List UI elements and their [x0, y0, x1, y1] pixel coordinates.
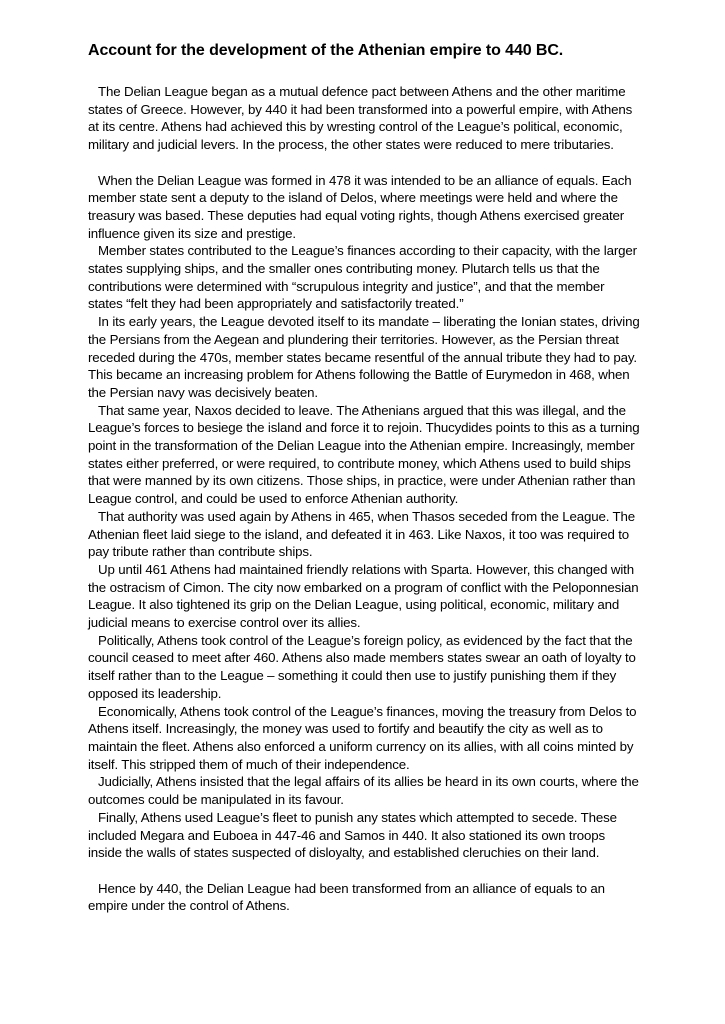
- body-paragraph: Economically, Athens took control of the League’s finances, moving the treasury from Delos to Athens itself. Increasingly, the money was used to fortify and beautify the city as well as to maintain the fleet. Athens also enforced a uniform currency on its allies, with all coins minted by itself. This stripped them of much of their independence.: [88, 703, 637, 772]
- document-page: [88, 40, 640, 915]
- body-paragraph: Finally, Athens used League’s fleet to punish any states which attempted to secede. These included Megara and Euboea in 447-46 and Samos in 440. It also stationed its own troops inside the walls of states suspected of disloyalty, and established cleruchies on their land.: [88, 809, 617, 861]
- body-paragraph: Politically, Athens took control of the League’s foreign policy, as evidenced by the fact that the council ceased to meet after 460. Athens also made members states swear an oath of loyalty to itself rather than to the League – something it could then use to justify punishing them if they opposed its leadership.: [88, 632, 636, 701]
- body-paragraph: That same year, Naxos decided to leave. The Athenians argued that this was illegal, and the League’s forces to besiege the island and force it to rejoin. Thucydides points to this as a turning point in the transformation of the Delian League into the Athenian empire. Increasingly, member states either preferred, or were required, to contribute money, which Athens used to build ships that were manned by its own citizens. Those ships, in practice, were under Athenian rather than League control, and could be used to enforce Athenian authority.: [88, 402, 640, 507]
- paragraph-gap: [88, 862, 640, 880]
- body-paragraph: Judicially, Athens insisted that the legal affairs of its allies be heard in its own courts, where the outcomes could be manipulated in its favour.: [88, 774, 639, 808]
- conclusion-paragraph: Hence by 440, the Delian League had been transformed from an alliance of equals to an empire under the control of Athens.: [88, 880, 605, 914]
- paragraph-gap: [88, 154, 640, 172]
- body-paragraph: Member states contributed to the League’s finances according to their capacity, with the larger states supplying ships, and the smaller ones contributing money. Plutarch tells us that the contributions were determined with “scrupulous integrity and justice”, and that the member states “felt they had been appropriately and satisfactorily treated.”: [88, 243, 637, 312]
- body-paragraph: In its early years, the League devoted itself to its mandate – liberating the Ionian states, driving the Persians from the Aegean and plundering their territories. However, as the Persian threat receded during the 470s, member states became resentful of the annual tribute they had to pay. This became an increasing problem for Athens following the Battle of Eurymedon in 468, when the Persian navy was decisively beaten.: [88, 314, 640, 400]
- intro-paragraph: The Delian League began as a mutual defence pact between Athens and the other maritime states of Greece. However, by 440 it had been transformed into a powerful empire, with Athens at its centre. Athens had achieved this by wresting control of the League’s political, economic, military and judicial levers. In the process, the other states were reduced to mere tributaries.: [88, 84, 633, 153]
- body-paragraph: When the Delian League was formed in 478 it was intended to be an alliance of equals. Each member state sent a deputy to the island of Delos, where meetings were held and where the treasury was based. These deputies had equal voting rights, though Athens exercised greater influence given its size and prestige.: [88, 172, 632, 241]
- body-paragraph: Up until 461 Athens had maintained friendly relations with Sparta. However, this changed with the ostracism of Cimon. The city now embarked on a program of conflict with the Peloponnesian League. It also tightened its grip on the Delian League, using political, economic, military and judicial means to exercise control over its allies.: [88, 561, 639, 631]
- document-title: Account for the development of the Athenian empire to 440 BC.: [88, 42, 564, 59]
- body-paragraph: That authority was used again by Athens in 465, when Thasos seceded from the League. The Athenian fleet laid siege to the island, and defeated it in 463. Like Naxos, it too was required to pay tribute rather than contribute ships.: [88, 508, 636, 560]
